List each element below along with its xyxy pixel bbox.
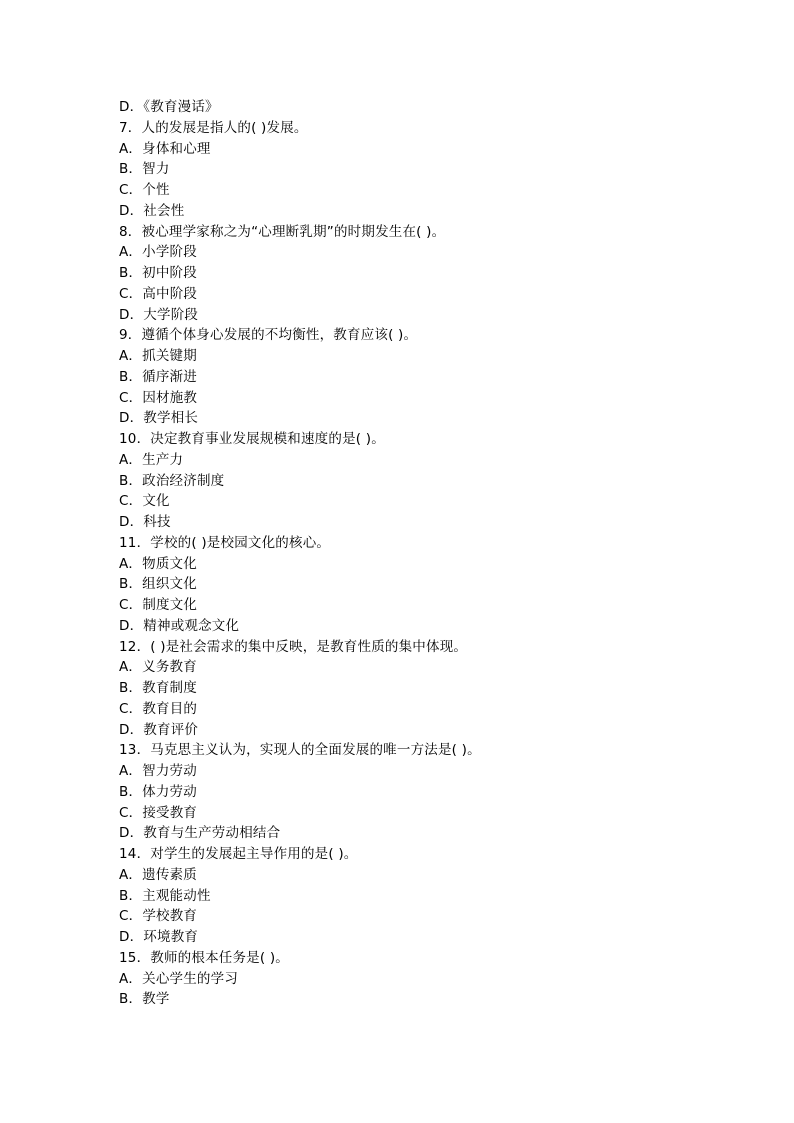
option-line: B．循序渐进 — [119, 368, 197, 385]
option-line: D．教育与生产劳动相结合 — [119, 825, 281, 842]
option-line: C．个性 — [119, 182, 170, 198]
option-line: C．文化 — [119, 493, 170, 510]
question-line: 12．( )是社会需求的集中反映，是教育性质的集中体现。 — [119, 638, 468, 655]
option-line: A．智力劳动 — [119, 763, 197, 779]
option-line: D．环境教育 — [119, 929, 199, 945]
option-line: B．智力 — [119, 161, 170, 178]
option-line: B．政治经济制度 — [119, 472, 225, 489]
option-line: C．制度文化 — [119, 597, 198, 613]
option-line: A．小学阶段 — [119, 244, 197, 261]
option-line: A．身体和心理 — [119, 140, 211, 157]
option-line: D．教学相长 — [119, 410, 199, 427]
question-line: 11．学校的( )是校园文化的核心。 — [119, 534, 331, 551]
option-line: C．接受教育 — [119, 804, 198, 821]
option-line: B．组织文化 — [119, 576, 197, 593]
option-line: B．体力劳动 — [119, 783, 197, 800]
question-line: 9．遵循个体身心发展的不均衡性，教育应该( )。 — [119, 327, 418, 344]
option-line: C．因材施教 — [119, 389, 198, 406]
option-line: D．科技 — [119, 514, 171, 530]
question-line: 15．教师的根本任务是( )。 — [119, 949, 290, 966]
option-line: B．教学 — [119, 991, 170, 1008]
question-line: 13．马克思主义认为，实现人的全面发展的唯一方法是( )。 — [119, 742, 481, 759]
option-line: D．大学阶段 — [119, 306, 199, 323]
option-line: C．学校教育 — [119, 908, 198, 925]
option-line: A．物质文化 — [119, 555, 197, 572]
option-line: D．《教育漫话》 — [119, 99, 219, 115]
document-body — [119, 97, 679, 1010]
option-line: C．教育目的 — [119, 700, 198, 717]
option-line: A．义务教育 — [119, 659, 197, 676]
question-line: 14．对学生的发展起主导作用的是( )。 — [119, 846, 358, 862]
option-line: A．关心学生的学习 — [119, 970, 239, 987]
option-line: B．教育制度 — [119, 680, 197, 696]
option-line: A．生产力 — [119, 451, 184, 468]
question-line: 7．人的发展是指人的( )发展。 — [119, 119, 308, 136]
option-line: D．教育评价 — [119, 721, 199, 738]
option-line: A．抓关键期 — [119, 348, 197, 364]
option-line: D．社会性 — [119, 202, 185, 219]
option-line: C．高中阶段 — [119, 285, 198, 302]
option-line: B．初中阶段 — [119, 265, 197, 281]
option-line: A．遗传素质 — [119, 866, 197, 883]
question-line: 10．决定教育事业发展规模和速度的是( )。 — [119, 431, 385, 447]
option-line: B．主观能动性 — [119, 887, 211, 904]
question-line: 8．被心理学家称之为“心理断乳期”的时期发生在( )。 — [119, 223, 446, 240]
option-line: D．精神或观念文化 — [119, 617, 240, 634]
